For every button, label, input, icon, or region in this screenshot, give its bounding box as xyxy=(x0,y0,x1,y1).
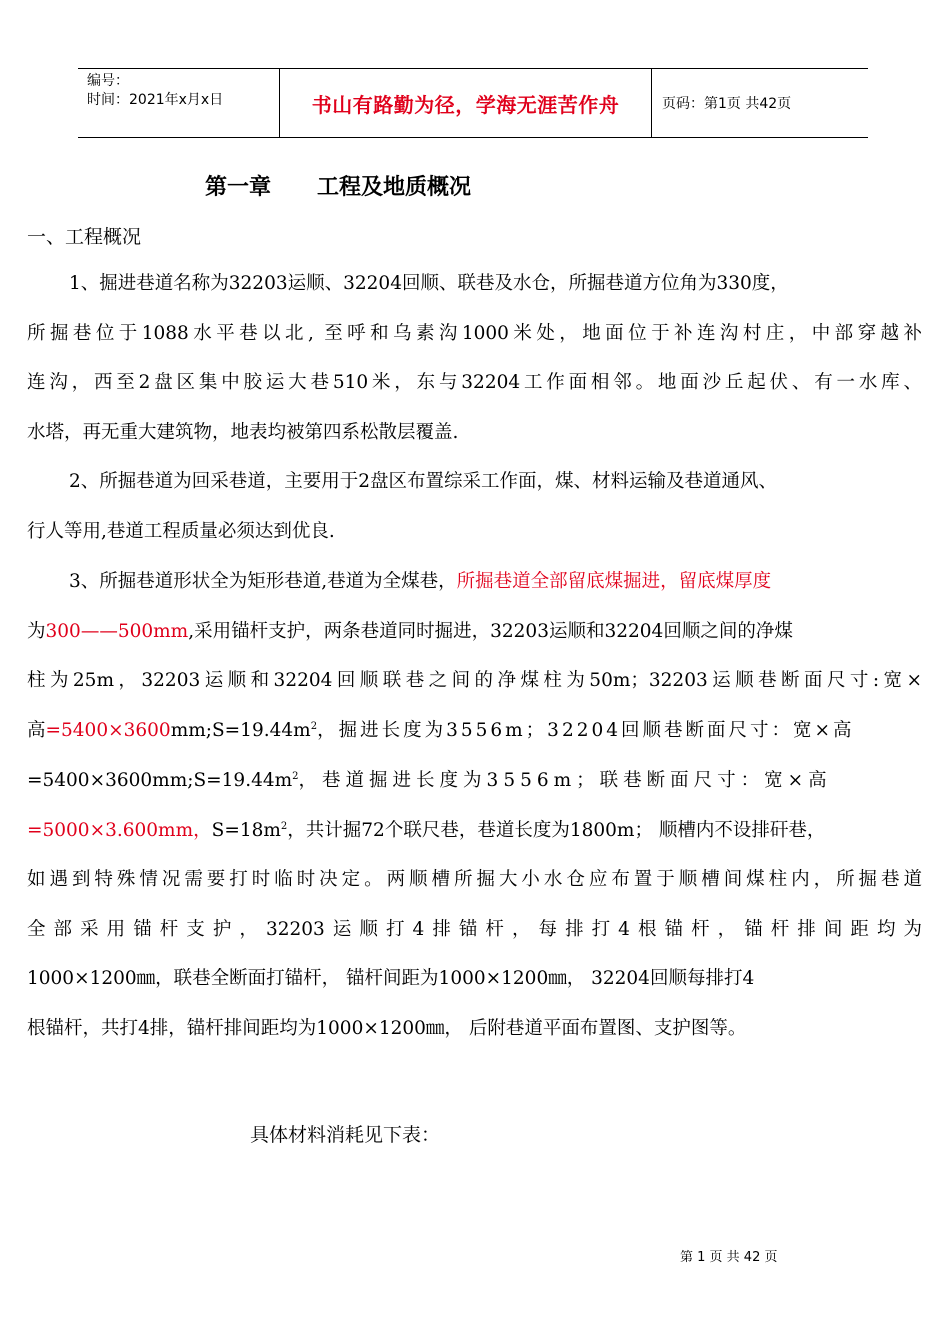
section-title: 一、工程概况 xyxy=(27,226,142,248)
para3-line5 xyxy=(27,768,922,794)
para3-line10: 根锚杆，共打4排，锚杆排间距均为1000×1200㎜， 后附巷道平面布置图、支护图等。 xyxy=(27,1018,747,1039)
para3-line4-c: mm;S=19.44m xyxy=(170,720,311,741)
superscript: 2 xyxy=(310,720,318,732)
superscript: 2 xyxy=(292,770,299,782)
para2-line1: 2、所掘巷道为回采巷道，主要用于2盘区布置综采工作面，煤、材料运输及巷道通风、 xyxy=(69,471,778,492)
para1-line2: 所掘巷位于1088水平巷以北, 至呼和乌素沟1000米处，地面位于补连沟村庄，中部穿越补 xyxy=(27,323,922,344)
para3-line1-text: 3、所掘巷道形状全为矩形巷道,巷道为全煤巷， xyxy=(69,571,457,592)
para3-line6 xyxy=(27,818,922,844)
header-page-label: 页码：第1页 共42页 xyxy=(662,96,792,112)
header-motto: 书山有路勤为径，学海无涯苦作舟 xyxy=(280,69,652,137)
para3-line2 xyxy=(27,619,922,645)
date-label: 时间：2021年x月x日 xyxy=(87,92,224,108)
para3-line2-c: ,采用锚杆支护，两条巷道同时掘进，32203运顺和32204回顺之间的净煤 xyxy=(188,621,793,642)
para1-line3: 连沟，西至2盘区集中胶运大巷510米，东与32204工作面相邻。地面沙丘起伏、有一水库、 xyxy=(27,372,922,393)
para3-line3: 柱为25m，32203运顺和32204回顺联巷之间的净煤柱为50m；32203运顺巷断面尺寸:宽× xyxy=(27,670,922,691)
para1-line1: 1、掘进巷道名称为32203运顺、32204回顺、联巷及水仓，所掘巷道方位角为330度， xyxy=(69,273,789,294)
para3-line7: 如遇到特殊情况需要打时临时决定。两顺槽所掘大小水仓应布置于顺槽间煤柱内，所掘巷道 xyxy=(27,869,922,890)
page-footer: 第 1 页 共 42 页 xyxy=(680,1250,778,1265)
para3-line6-highlight: =5000×3.600mm， xyxy=(27,820,212,841)
para3-line2-highlight: 300——500mm xyxy=(45,621,189,642)
superscript: 2 xyxy=(280,820,288,832)
para3-line1 xyxy=(27,569,922,595)
para3-line6-b: S=18m xyxy=(211,820,281,841)
para3-line8: 全部采用锚杆支护，32203运顺打4排锚杆，每排打4根锚杆，锚杆排间距均为 xyxy=(27,919,922,940)
para3-line4-highlight: =5400×3600 xyxy=(45,720,171,741)
para3-line1-highlight: 所掘巷道全部留底煤掘进，留底煤厚度 xyxy=(456,571,772,592)
chapter-title: 第一章 工程及地质概况 xyxy=(205,175,471,200)
para3-line5-a: =5400×3600mm;S=19.44m xyxy=(27,770,293,791)
para1-line4: 水塔，再无重大建筑物，地表均被第四系松散层覆盖. xyxy=(27,422,459,443)
para3-line6-c: ，共计掘72个联尺巷，巷道长度为1800m； 顺槽内不设排矸巷， xyxy=(287,820,826,841)
para3-line2-a: 为 xyxy=(27,621,46,642)
para3-line4-a: 高 xyxy=(27,720,46,741)
para2-line2: 行人等用,巷道工程质量必须达到优良. xyxy=(27,521,335,542)
serial-label: 编号： xyxy=(87,73,129,89)
para3-line9: 1000×1200㎜，联巷全断面打锚杆， 锚杆间距为1000×1200㎜， 32204回顺每排打4 xyxy=(27,968,755,989)
para3-line4 xyxy=(27,718,922,744)
header-meta xyxy=(78,69,280,137)
page-header xyxy=(78,68,868,138)
materials-note: 具体材料消耗见下表： xyxy=(250,1124,441,1146)
para3-line5-b: ，巷道掘进长度为3556m；联巷断面尺寸：宽×高 xyxy=(298,770,832,791)
para3-line4-d: ，掘进长度为3556m；32204回顺巷断面尺寸：宽×高 xyxy=(317,720,855,741)
